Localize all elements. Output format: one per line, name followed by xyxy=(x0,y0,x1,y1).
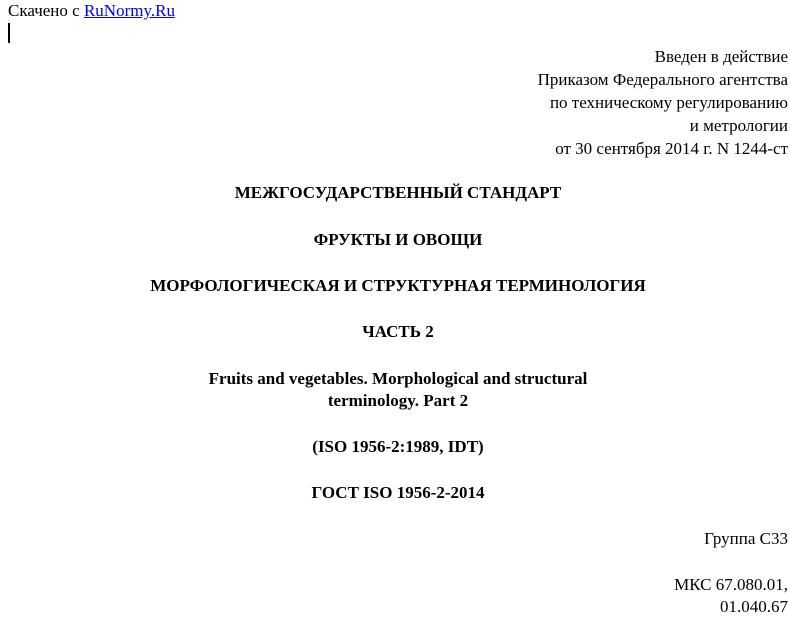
group-label: Группа С33 xyxy=(704,529,788,548)
approval-line: по техническому регулированию xyxy=(549,93,788,112)
english-title xyxy=(0,368,790,412)
english-title-line: terminology. Part 2 xyxy=(327,391,469,410)
document-title: ФРУКТЫ И ОВОЩИ xyxy=(313,230,483,249)
iso-reference: (ISO 1956-2:1989, IDT) xyxy=(312,437,484,456)
mks-line: 01.040.67 xyxy=(720,597,788,616)
text-cursor xyxy=(8,23,10,43)
source-prefix: Скачено с xyxy=(8,1,80,20)
document-subtitle: МОРФОЛОГИЧЕСКАЯ И СТРУКТУРНАЯ ТЕРМИНОЛОГИЯ xyxy=(150,276,646,295)
mks-line: МКС 67.080.01, xyxy=(674,575,788,594)
mks-codes xyxy=(674,574,788,618)
approval-line: Приказом Федерального агентства xyxy=(537,70,788,89)
standard-type-heading: МЕЖГОСУДАРСТВЕННЫЙ СТАНДАРТ xyxy=(234,183,562,202)
gost-number: ГОСТ ISO 1956-2-2014 xyxy=(311,483,485,502)
approval-block xyxy=(538,45,788,160)
document-part: ЧАСТЬ 2 xyxy=(362,322,434,341)
approval-line: Введен в действие xyxy=(654,47,788,66)
english-title-line: Fruits and vegetables. Morphological and structural xyxy=(208,369,588,388)
source-link[interactable]: RuNormy.Ru xyxy=(83,1,175,20)
approval-line: от 30 сентября 2014 г. N 1244-ст xyxy=(555,139,788,158)
approval-line: и метрологии xyxy=(689,116,788,135)
source-line xyxy=(8,1,175,21)
